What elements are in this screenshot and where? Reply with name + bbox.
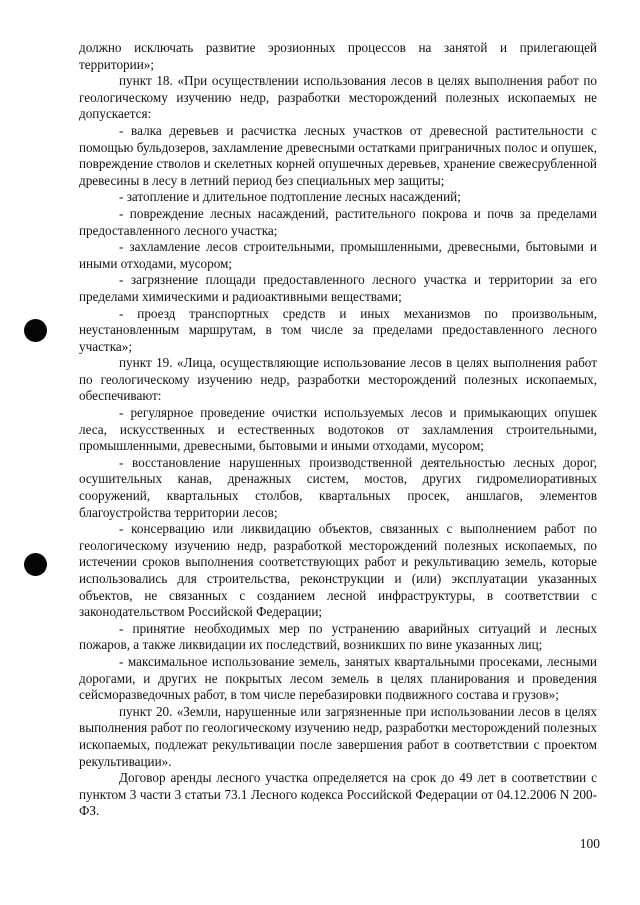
punch-hole	[24, 319, 47, 342]
paragraph: пункт 19. «Лица, осуществляющие использование лесов в целях выполнения работ по геологическому изучению недр, разработки месторождений полезных ископаемых, обеспечивают:	[79, 355, 597, 404]
paragraph: - проезд транспортных средств и иных механизмов по произвольным, неустановленным маршрутам, в том числе за пределами предоставленного лесного участка»;	[79, 305, 597, 354]
paragraph: - загрязнение площади предоставленного лесного участка и территории за его пределами химическими и радиоактивными веществами;	[79, 272, 597, 304]
paragraph: пункт 18. «При осуществлении использования лесов в целях выполнения работ по геологическому изучению недр, разработки месторождений полезных ископаемых не допускается:	[79, 73, 597, 122]
paragraph: - валка деревьев и расчистка лесных участков от древесной растительности с помощью бульдозеров, захламление древесными остатками приграничных полос и опушек, повреждение стволов и скелетных корней опушечных деревьев, хранение свежесрубленной древесины в лесу в летний период без специальных мер защиты;	[79, 122, 597, 188]
document-body	[79, 40, 597, 820]
paragraph: должно исключать развитие эрозионных процессов на занятой и прилегающей территории»;	[79, 40, 597, 72]
paragraph: - захламление лесов строительными, промышленными, древесными, бытовыми и иными отходами, мусором;	[79, 239, 597, 271]
paragraph: - регулярное проведение очистки используемых лесов и примыкающих опушек леса, искусственных и естественных водотоков от захламления строительными, промышленными, древесными, бытовыми и иными отходами, мусором;	[79, 405, 597, 454]
page-number: 100	[579, 836, 600, 851]
paragraph: - затопление и длительное подтопление лесных насаждений;	[119, 189, 461, 205]
paragraph: - максимальное использование земель, занятых квартальными просеками, лесными дорогами, и других не покрытых лесом земель в целях планирования и проведения сейсморазведочных работ, в том числе перебазировки подвижного состава и грузов»;	[79, 653, 597, 703]
paragraph: Договор аренды лесного участка определяется на срок до 49 лет в соответствии с пунктом 3 части 3 статьи 73.1 Лесного кодекса Российской Федерации от 04.12.2006 N 200-ФЗ.	[79, 770, 597, 819]
paragraph: - восстановление нарушенных производственной деятельностью лесных дорог, осушительных канав, дренажных систем, мостов, других гидромелиоративных сооружений, квартальных столбов, квартальных просек, аншлагов, элементов благоустройства территории лесов;	[79, 454, 597, 520]
punch-hole	[24, 553, 47, 576]
paragraph: - консервацию или ликвидацию объектов, связанных с выполнением работ по геологическому изучению недр, разработкой месторождений полезных ископаемых, по истечении сроков выполнения соответствующих работ и рекультивацию земель, которые использовались для строительства, реконструкции и (или) эксплуатации указанных объектов, не связанных с созданием лесной инфраструктуры, в соответствии с законодательством Российской Федерации;	[79, 521, 597, 620]
paragraph: - принятие необходимых мер по устранению аварийных ситуаций и лесных пожаров, а также ликвидации их последствий, возникших по вине указанных лиц;	[79, 620, 597, 653]
paragraph: - повреждение лесных насаждений, растительного покрова и почв за пределами предоставленного лесного участка;	[79, 205, 597, 238]
paragraph: пункт 20. «Земли, нарушенные или загрязненные при использовании лесов в целях выполнения работ по геологическому изучению недр, разработки месторождений полезных ископаемых, подлежат рекультивации после завершения работ в соответствии с проектом рекультивации».	[79, 703, 597, 769]
